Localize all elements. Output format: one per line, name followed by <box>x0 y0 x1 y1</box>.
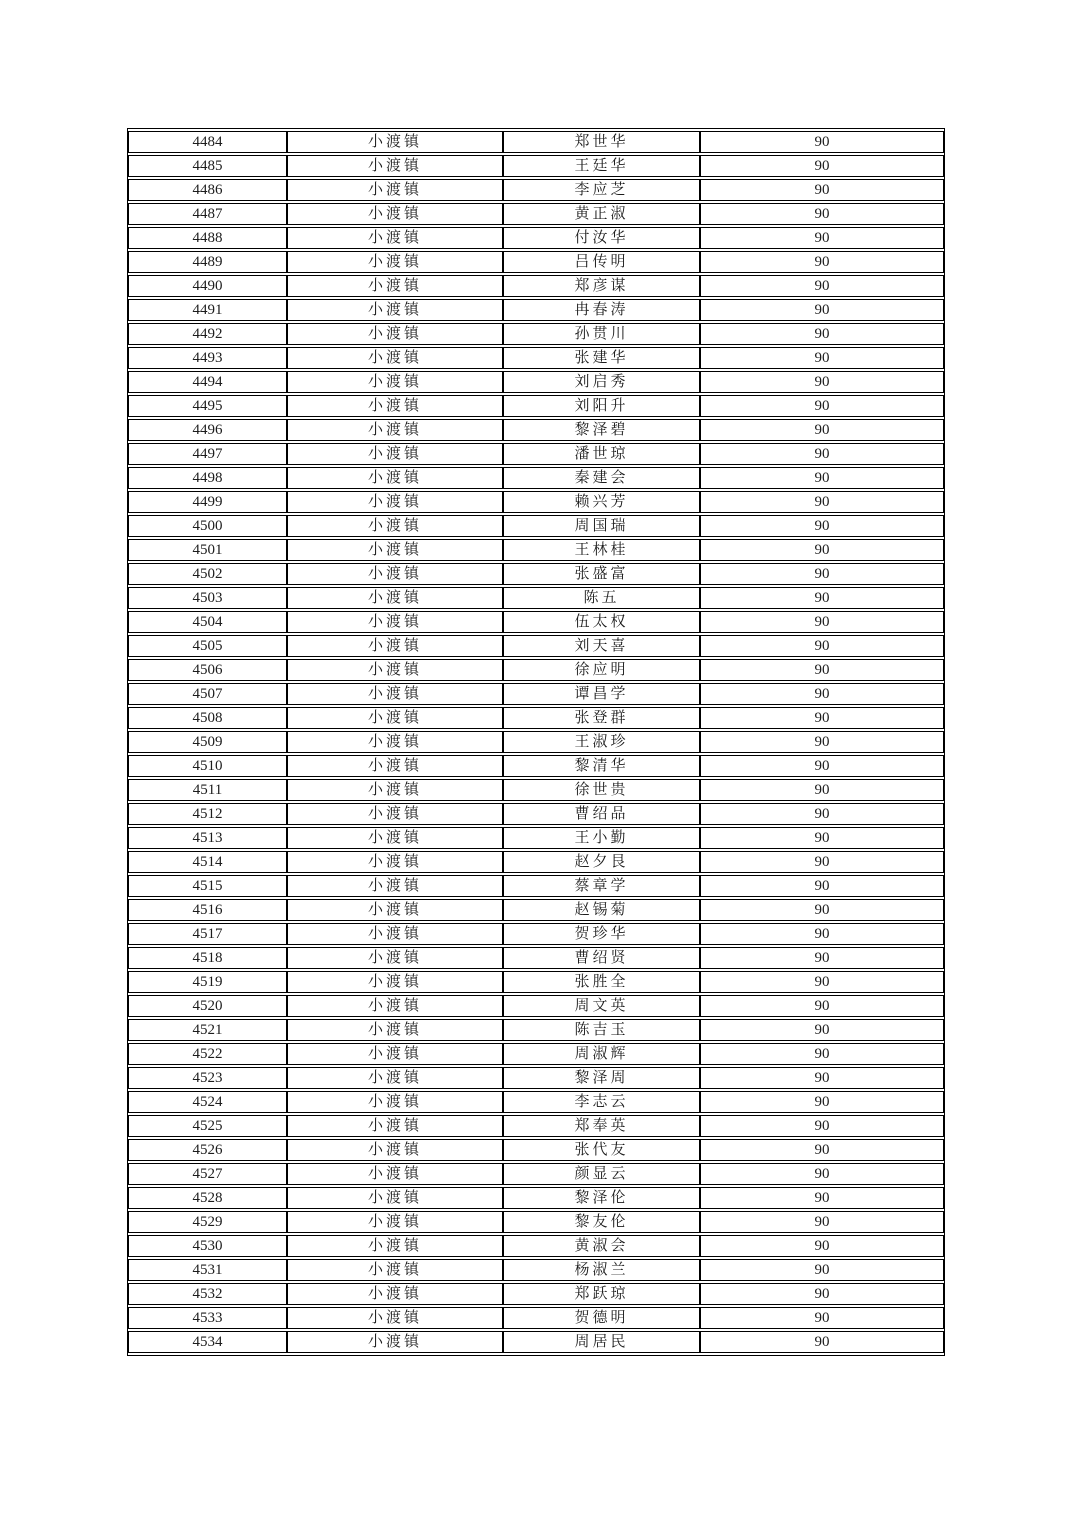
cell-serial: 4531 <box>128 1259 287 1281</box>
table-row <box>128 299 944 321</box>
cell-score: 90 <box>700 1139 944 1161</box>
cell-name: 周淑辉 <box>503 1043 700 1065</box>
table-row <box>128 251 944 273</box>
table-row <box>128 707 944 729</box>
cell-name: 曹绍贤 <box>503 947 700 969</box>
cell-score: 90 <box>700 1091 944 1113</box>
cell-name: 张盛富 <box>503 563 700 585</box>
cell-serial: 4495 <box>128 395 287 417</box>
cell-serial: 4507 <box>128 683 287 705</box>
cell-serial: 4514 <box>128 851 287 873</box>
cell-name: 王淑珍 <box>503 731 700 753</box>
cell-serial: 4522 <box>128 1043 287 1065</box>
cell-score: 90 <box>700 1283 944 1305</box>
cell-town: 小渡镇 <box>287 299 503 321</box>
table-row <box>128 755 944 777</box>
cell-town: 小渡镇 <box>287 1187 503 1209</box>
cell-serial: 4501 <box>128 539 287 561</box>
cell-name: 黎泽周 <box>503 1067 700 1089</box>
cell-score: 90 <box>700 1211 944 1233</box>
cell-serial: 4504 <box>128 611 287 633</box>
cell-town: 小渡镇 <box>287 803 503 825</box>
table-row <box>128 1307 944 1329</box>
cell-score: 90 <box>700 251 944 273</box>
table-row <box>128 515 944 537</box>
cell-name: 杨淑兰 <box>503 1259 700 1281</box>
cell-name: 陈吉玉 <box>503 1019 700 1041</box>
cell-name: 黎泽伦 <box>503 1187 700 1209</box>
cell-score: 90 <box>700 659 944 681</box>
cell-town: 小渡镇 <box>287 995 503 1017</box>
table-row <box>128 995 944 1017</box>
cell-town: 小渡镇 <box>287 491 503 513</box>
cell-name: 潘世琼 <box>503 443 700 465</box>
cell-name: 赖兴芳 <box>503 491 700 513</box>
cell-score: 90 <box>700 923 944 945</box>
cell-name: 张建华 <box>503 347 700 369</box>
cell-name: 吕传明 <box>503 251 700 273</box>
cell-town: 小渡镇 <box>287 659 503 681</box>
cell-town: 小渡镇 <box>287 971 503 993</box>
cell-name: 徐应明 <box>503 659 700 681</box>
cell-serial: 4530 <box>128 1235 287 1257</box>
cell-serial: 4508 <box>128 707 287 729</box>
cell-name: 贺德明 <box>503 1307 700 1329</box>
cell-score: 90 <box>700 851 944 873</box>
cell-town: 小渡镇 <box>287 851 503 873</box>
cell-name: 黎清华 <box>503 755 700 777</box>
table-row <box>128 1211 944 1233</box>
cell-town: 小渡镇 <box>287 1331 503 1353</box>
table-row <box>128 1187 944 1209</box>
table-row <box>128 179 944 201</box>
roster-body <box>128 131 944 1353</box>
table-row <box>128 1019 944 1041</box>
cell-name: 蔡章学 <box>503 875 700 897</box>
cell-name: 冉春涛 <box>503 299 700 321</box>
cell-town: 小渡镇 <box>287 1139 503 1161</box>
cell-town: 小渡镇 <box>287 875 503 897</box>
cell-score: 90 <box>700 1043 944 1065</box>
cell-serial: 4510 <box>128 755 287 777</box>
cell-score: 90 <box>700 347 944 369</box>
cell-serial: 4489 <box>128 251 287 273</box>
table-row <box>128 275 944 297</box>
cell-town: 小渡镇 <box>287 755 503 777</box>
cell-name: 付汝华 <box>503 227 700 249</box>
cell-town: 小渡镇 <box>287 251 503 273</box>
cell-name: 刘阳升 <box>503 395 700 417</box>
table-row <box>128 1115 944 1137</box>
table-row <box>128 971 944 993</box>
table-row <box>128 827 944 849</box>
cell-name: 周国瑞 <box>503 515 700 537</box>
cell-town: 小渡镇 <box>287 131 503 153</box>
table-row <box>128 563 944 585</box>
cell-town: 小渡镇 <box>287 1067 503 1089</box>
cell-score: 90 <box>700 803 944 825</box>
cell-score: 90 <box>700 1187 944 1209</box>
cell-serial: 4526 <box>128 1139 287 1161</box>
cell-town: 小渡镇 <box>287 443 503 465</box>
cell-town: 小渡镇 <box>287 155 503 177</box>
table-row <box>128 923 944 945</box>
cell-town: 小渡镇 <box>287 683 503 705</box>
cell-score: 90 <box>700 443 944 465</box>
cell-town: 小渡镇 <box>287 779 503 801</box>
cell-score: 90 <box>700 1115 944 1137</box>
cell-serial: 4505 <box>128 635 287 657</box>
cell-name: 张登群 <box>503 707 700 729</box>
cell-score: 90 <box>700 467 944 489</box>
cell-serial: 4494 <box>128 371 287 393</box>
cell-score: 90 <box>700 683 944 705</box>
cell-name: 刘启秀 <box>503 371 700 393</box>
cell-town: 小渡镇 <box>287 1259 503 1281</box>
cell-score: 90 <box>700 323 944 345</box>
cell-serial: 4511 <box>128 779 287 801</box>
cell-serial: 4491 <box>128 299 287 321</box>
cell-serial: 4513 <box>128 827 287 849</box>
cell-serial: 4528 <box>128 1187 287 1209</box>
cell-town: 小渡镇 <box>287 539 503 561</box>
cell-town: 小渡镇 <box>287 635 503 657</box>
cell-name: 赵夕艮 <box>503 851 700 873</box>
cell-name: 张代友 <box>503 1139 700 1161</box>
table-row <box>128 1067 944 1089</box>
cell-serial: 4525 <box>128 1115 287 1137</box>
cell-serial: 4521 <box>128 1019 287 1041</box>
cell-town: 小渡镇 <box>287 515 503 537</box>
cell-serial: 4488 <box>128 227 287 249</box>
cell-name: 赵锡菊 <box>503 899 700 921</box>
cell-serial: 4503 <box>128 587 287 609</box>
cell-score: 90 <box>700 371 944 393</box>
table-row <box>128 1091 944 1113</box>
cell-town: 小渡镇 <box>287 419 503 441</box>
cell-serial: 4534 <box>128 1331 287 1353</box>
cell-score: 90 <box>700 755 944 777</box>
cell-name: 徐世贵 <box>503 779 700 801</box>
cell-name: 秦建会 <box>503 467 700 489</box>
cell-serial: 4497 <box>128 443 287 465</box>
cell-score: 90 <box>700 707 944 729</box>
cell-serial: 4490 <box>128 275 287 297</box>
cell-serial: 4523 <box>128 1067 287 1089</box>
cell-town: 小渡镇 <box>287 227 503 249</box>
cell-name: 陈五 <box>503 587 700 609</box>
table-row <box>128 323 944 345</box>
table-row <box>128 131 944 153</box>
cell-serial: 4519 <box>128 971 287 993</box>
table-row <box>128 779 944 801</box>
table-row <box>128 947 944 969</box>
cell-name: 黎友伦 <box>503 1211 700 1233</box>
cell-name: 黎泽碧 <box>503 419 700 441</box>
cell-name: 周文英 <box>503 995 700 1017</box>
cell-score: 90 <box>700 995 944 1017</box>
cell-score: 90 <box>700 827 944 849</box>
cell-serial: 4500 <box>128 515 287 537</box>
cell-name: 王林桂 <box>503 539 700 561</box>
cell-serial: 4515 <box>128 875 287 897</box>
cell-score: 90 <box>700 299 944 321</box>
cell-score: 90 <box>700 1259 944 1281</box>
table-row <box>128 347 944 369</box>
cell-score: 90 <box>700 899 944 921</box>
cell-serial: 4517 <box>128 923 287 945</box>
cell-town: 小渡镇 <box>287 179 503 201</box>
table-row <box>128 203 944 225</box>
cell-score: 90 <box>700 131 944 153</box>
cell-name: 郑世华 <box>503 131 700 153</box>
cell-town: 小渡镇 <box>287 1091 503 1113</box>
cell-town: 小渡镇 <box>287 275 503 297</box>
cell-name: 颜显云 <box>503 1163 700 1185</box>
table-row <box>128 419 944 441</box>
table-row <box>128 371 944 393</box>
cell-town: 小渡镇 <box>287 587 503 609</box>
cell-score: 90 <box>700 155 944 177</box>
cell-serial: 4487 <box>128 203 287 225</box>
cell-score: 90 <box>700 611 944 633</box>
cell-serial: 4533 <box>128 1307 287 1329</box>
cell-score: 90 <box>700 971 944 993</box>
cell-town: 小渡镇 <box>287 371 503 393</box>
cell-name: 贺珍华 <box>503 923 700 945</box>
cell-town: 小渡镇 <box>287 707 503 729</box>
cell-serial: 4512 <box>128 803 287 825</box>
table-row <box>128 155 944 177</box>
cell-name: 周居民 <box>503 1331 700 1353</box>
cell-score: 90 <box>700 203 944 225</box>
cell-name: 孙贯川 <box>503 323 700 345</box>
cell-score: 90 <box>700 395 944 417</box>
cell-town: 小渡镇 <box>287 1283 503 1305</box>
roster-table <box>127 128 945 1356</box>
cell-name: 黄淑会 <box>503 1235 700 1257</box>
cell-serial: 4484 <box>128 131 287 153</box>
table-row <box>128 539 944 561</box>
table-row <box>128 851 944 873</box>
cell-town: 小渡镇 <box>287 563 503 585</box>
table-row <box>128 1235 944 1257</box>
cell-name: 黄正淑 <box>503 203 700 225</box>
cell-serial: 4527 <box>128 1163 287 1185</box>
table-row <box>128 467 944 489</box>
cell-score: 90 <box>700 491 944 513</box>
cell-name: 曹绍品 <box>503 803 700 825</box>
cell-town: 小渡镇 <box>287 899 503 921</box>
cell-score: 90 <box>700 1163 944 1185</box>
table-row <box>128 1283 944 1305</box>
cell-score: 90 <box>700 1307 944 1329</box>
cell-score: 90 <box>700 515 944 537</box>
cell-score: 90 <box>700 731 944 753</box>
cell-score: 90 <box>700 275 944 297</box>
cell-score: 90 <box>700 875 944 897</box>
cell-score: 90 <box>700 563 944 585</box>
table-row <box>128 491 944 513</box>
cell-name: 郑跃琼 <box>503 1283 700 1305</box>
table-row <box>128 635 944 657</box>
cell-serial: 4529 <box>128 1211 287 1233</box>
table-row <box>128 1043 944 1065</box>
table-row <box>128 587 944 609</box>
cell-town: 小渡镇 <box>287 1019 503 1041</box>
cell-name: 伍太权 <box>503 611 700 633</box>
cell-town: 小渡镇 <box>287 347 503 369</box>
cell-name: 李志云 <box>503 1091 700 1113</box>
cell-score: 90 <box>700 587 944 609</box>
table-row <box>128 659 944 681</box>
table-row <box>128 227 944 249</box>
cell-serial: 4516 <box>128 899 287 921</box>
cell-serial: 4496 <box>128 419 287 441</box>
cell-town: 小渡镇 <box>287 923 503 945</box>
cell-town: 小渡镇 <box>287 203 503 225</box>
table-row <box>128 1139 944 1161</box>
cell-serial: 4509 <box>128 731 287 753</box>
cell-score: 90 <box>700 947 944 969</box>
cell-town: 小渡镇 <box>287 611 503 633</box>
cell-serial: 4502 <box>128 563 287 585</box>
table-row <box>128 611 944 633</box>
table-row <box>128 443 944 465</box>
cell-serial: 4485 <box>128 155 287 177</box>
cell-serial: 4499 <box>128 491 287 513</box>
cell-name: 张胜全 <box>503 971 700 993</box>
cell-town: 小渡镇 <box>287 1235 503 1257</box>
cell-score: 90 <box>700 1019 944 1041</box>
cell-town: 小渡镇 <box>287 827 503 849</box>
table-row <box>128 395 944 417</box>
cell-serial: 4506 <box>128 659 287 681</box>
cell-score: 90 <box>700 779 944 801</box>
table-row <box>128 683 944 705</box>
cell-serial: 4492 <box>128 323 287 345</box>
cell-serial: 4532 <box>128 1283 287 1305</box>
cell-name: 王小勤 <box>503 827 700 849</box>
table-row <box>128 1163 944 1185</box>
cell-town: 小渡镇 <box>287 731 503 753</box>
cell-town: 小渡镇 <box>287 1211 503 1233</box>
cell-serial: 4493 <box>128 347 287 369</box>
cell-score: 90 <box>700 1067 944 1089</box>
table-row <box>128 1259 944 1281</box>
cell-town: 小渡镇 <box>287 1163 503 1185</box>
cell-name: 郑彦谋 <box>503 275 700 297</box>
cell-name: 谭昌学 <box>503 683 700 705</box>
cell-score: 90 <box>700 179 944 201</box>
cell-serial: 4520 <box>128 995 287 1017</box>
cell-name: 刘天喜 <box>503 635 700 657</box>
cell-score: 90 <box>700 539 944 561</box>
cell-serial: 4524 <box>128 1091 287 1113</box>
cell-score: 90 <box>700 419 944 441</box>
cell-town: 小渡镇 <box>287 467 503 489</box>
table-row <box>128 803 944 825</box>
cell-serial: 4518 <box>128 947 287 969</box>
cell-name: 王廷华 <box>503 155 700 177</box>
cell-serial: 4486 <box>128 179 287 201</box>
table-row <box>128 1331 944 1353</box>
cell-score: 90 <box>700 1235 944 1257</box>
table-row <box>128 899 944 921</box>
cell-town: 小渡镇 <box>287 1307 503 1329</box>
cell-town: 小渡镇 <box>287 323 503 345</box>
cell-score: 90 <box>700 635 944 657</box>
cell-town: 小渡镇 <box>287 947 503 969</box>
table-row <box>128 875 944 897</box>
cell-town: 小渡镇 <box>287 395 503 417</box>
cell-score: 90 <box>700 1331 944 1353</box>
cell-score: 90 <box>700 227 944 249</box>
cell-town: 小渡镇 <box>287 1043 503 1065</box>
cell-town: 小渡镇 <box>287 1115 503 1137</box>
cell-name: 李应芝 <box>503 179 700 201</box>
table-row <box>128 731 944 753</box>
cell-serial: 4498 <box>128 467 287 489</box>
cell-name: 郑奉英 <box>503 1115 700 1137</box>
